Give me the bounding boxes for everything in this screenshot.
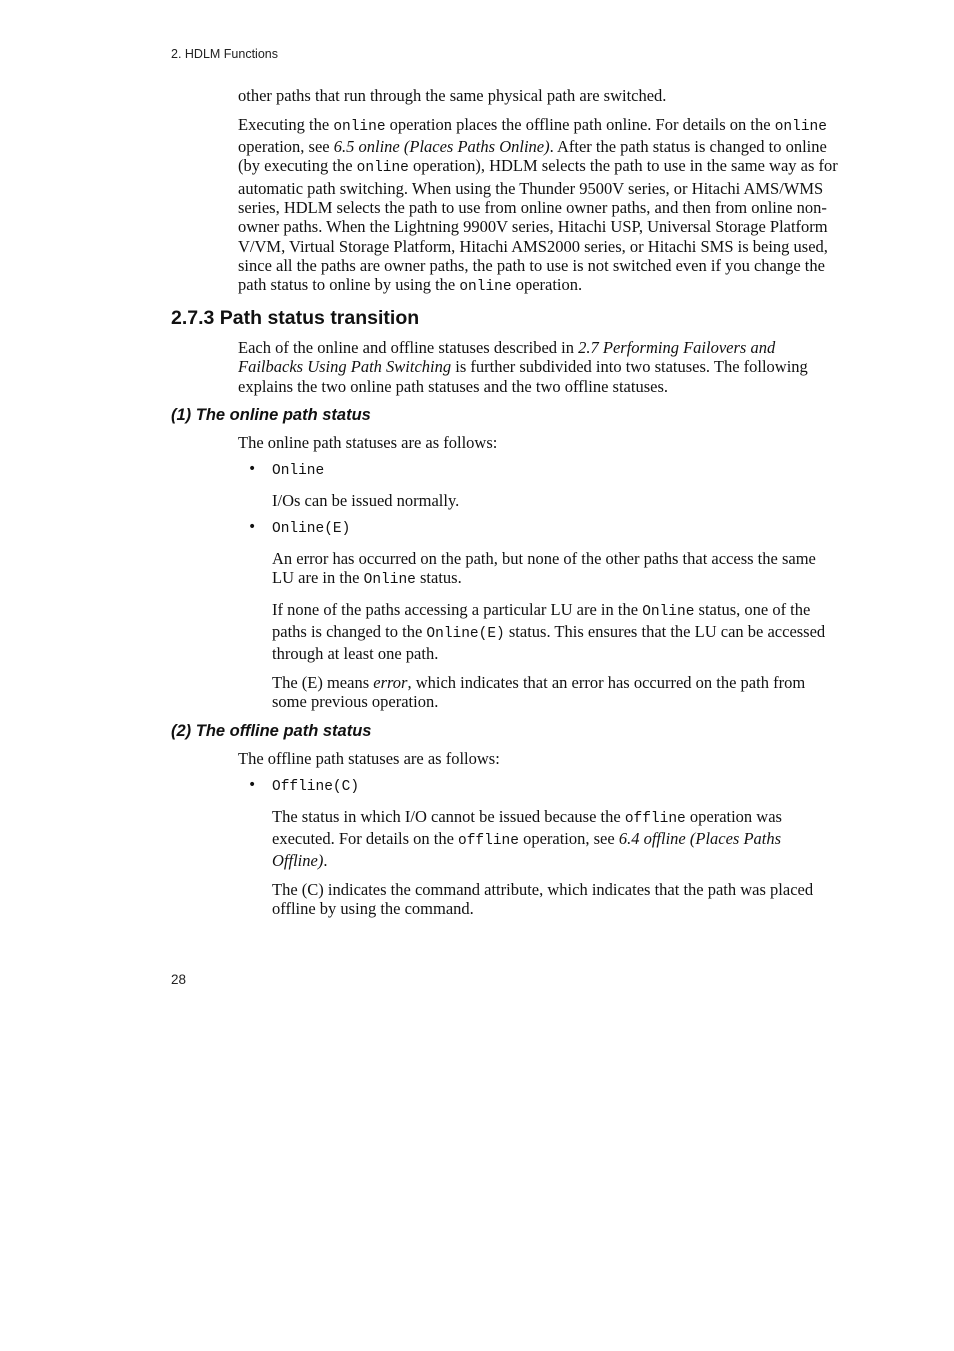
code-term: Online [363,571,416,588]
bullet-icon: • [248,776,257,793]
text: , which indicates that an error has occurred on the path from some previous operation. [272,673,806,712]
status-description [272,807,839,871]
list-item-online-e-body [272,549,839,712]
list-item-offline-c [248,776,839,797]
status-description [272,549,839,591]
text: The status in which I/O cannot be issued because the [272,806,625,826]
code-term: offline [624,810,686,827]
running-header: 2. HDLM Functions [171,47,278,61]
text: is further subdivided into two statuses. The following explains the two online path statuses and the two offline statuses. [238,357,808,396]
text: operation, see [238,137,334,157]
text: operation), HDLM selects the path to use in the same way as for automatic path switching. When using the Thunder 9500V series, or Hitachi AMS/WMS series, HDLM selects the path to use from online owner paths, and then from online non-owner paths. When the Lightning 9900V series, Hitachi USP, Universal Storage Platform V/VM, Virtual Storage Platform, Hitachi AMS2000 series, or Hitachi SMS is being used, since all the paths are owner paths, the path to use is not switched even if you change the path status to online by using the [238,156,838,295]
list-item-online-e [248,518,839,539]
intro-paragraph-2 [238,115,839,298]
section-intro-block [238,338,839,396]
status-description [272,600,839,664]
section-heading: 2.7.3 Path status transition [171,306,420,329]
status-description: I/Os can be issued normally. [272,490,460,510]
text: status. This ensures that the LU can be accessed through at least one path. [272,621,826,664]
text: operation. [511,275,583,295]
subsection-heading-offline: (2) The offline path status [171,722,372,741]
intro-paragraph-1: other paths that run through the same physical path are switched. [238,86,667,105]
status-label: Offline(C) [272,778,360,795]
subsection-heading-online: (1) The online path status [171,406,371,425]
list-item-offline-c-body [272,807,839,919]
text: status, one of the paths is changed to the [272,599,811,641]
text: Each of the online and offline statuses described in [238,337,579,357]
section-intro-paragraph [238,338,839,396]
page-number: 28 [171,972,187,987]
online-intro-paragraph: The online path statuses are as follows: [238,433,498,453]
text: status. [415,567,462,587]
code-term: online [459,279,512,296]
text: If none of the paths accessing a particular LU are in the [272,599,643,619]
status-description: The (C) indicates the command attribute, which indicates that the path was placed offline by using the command. [272,880,814,919]
text: . [323,851,328,871]
list-item-online-body [272,491,839,510]
code-term: offline [458,833,519,850]
text: . After the path status is changed to online (by executing the [238,137,827,176]
page-content [171,86,839,928]
intro-block [238,86,839,297]
cross-reference: 6.4 offline (Places Paths Offline) [272,829,782,871]
online-intro-block [238,433,839,452]
status-description [272,673,839,712]
text: Executing the [238,114,334,134]
cross-reference: 6.5 online (Places Paths Online) [333,137,550,157]
code-term: online [333,118,386,135]
status-label: Online(E) [272,520,351,537]
cross-reference: 2.7 Performing Failovers and Failbacks Using Path Switching [238,337,776,377]
code-term: Online(E) [426,625,505,642]
text: The (E) means [272,673,374,693]
offline-intro-paragraph: The offline path statuses are as follows: [238,749,500,769]
code-term: online [774,118,827,135]
text: An error has occurred on the path, but none of the other paths that access the same LU are in the [272,548,816,587]
code-term: Online [642,603,695,620]
text: operation was executed. For details on the [272,806,782,849]
bullet-icon: • [248,461,257,478]
offline-intro-block [238,749,839,768]
list-item-online [248,461,839,481]
emphasis: error [373,673,408,693]
code-term: online [356,160,409,177]
text: operation places the offline path online. For details on the [385,114,775,134]
bullet-icon: • [248,518,257,535]
text: operation, see [518,829,619,849]
status-label: Online [272,463,325,480]
